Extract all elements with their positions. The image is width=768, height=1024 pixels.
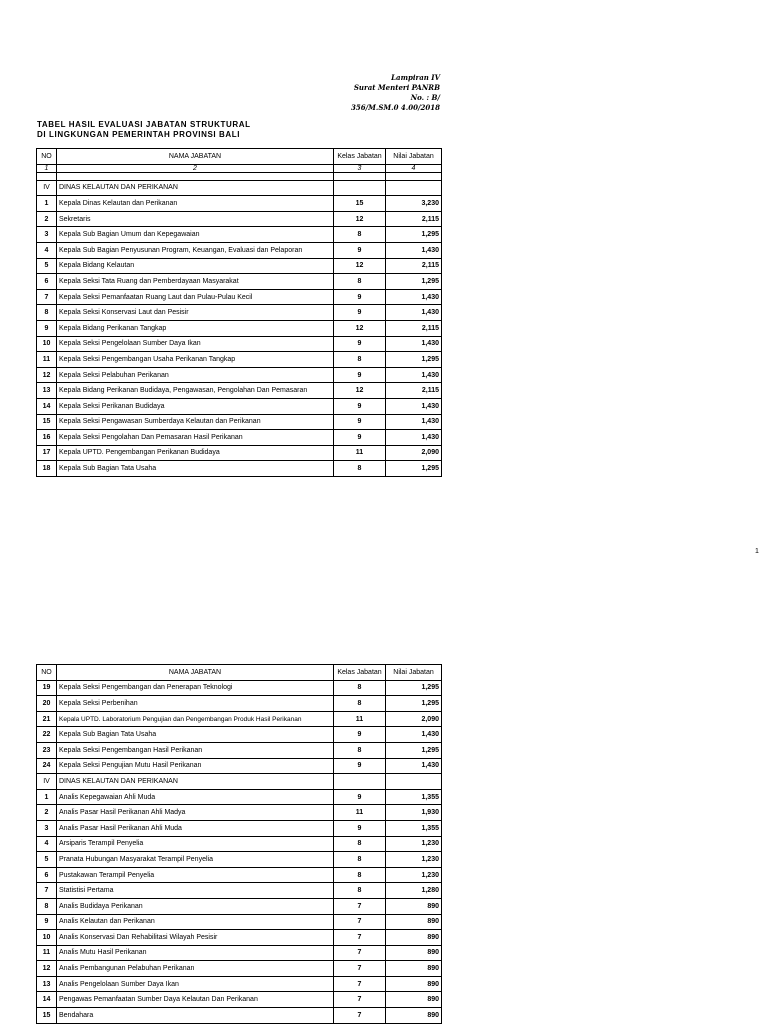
job-value: 1,430	[386, 305, 442, 321]
job-value: 1,295	[386, 461, 442, 477]
job-title: Kepala Seksi Pengawasan Sumberdaya Kelautan dan Perikanan	[57, 414, 334, 430]
row-number: 15	[37, 414, 57, 430]
table-row	[37, 992, 442, 1008]
job-title: Pengawas Pemanfaatan Sumber Daya Kelautan Dan Perikanan	[57, 992, 334, 1008]
table-row	[37, 430, 442, 446]
job-value: 1,230	[386, 852, 442, 868]
job-title: Kepala Seksi Pengembangan Hasil Perikanan	[57, 742, 334, 758]
row-number: 15	[37, 1008, 57, 1024]
job-value: 890	[386, 992, 442, 1008]
row-number: 8	[37, 305, 57, 321]
row-number: 5	[37, 852, 57, 868]
job-title: Kepala Seksi Pengelolaan Sumber Daya Ikan	[57, 336, 334, 352]
job-title: Analis Mutu Hasil Perikanan	[57, 945, 334, 961]
job-class: 8	[334, 867, 386, 883]
table-row	[37, 274, 442, 290]
job-title: Kepala Seksi Pengembangan dan Penerapan Teknologi	[57, 680, 334, 696]
job-value: 1,430	[386, 242, 442, 258]
job-value: 1,430	[386, 758, 442, 774]
row-number: 14	[37, 398, 57, 414]
row-number: 21	[37, 711, 57, 727]
job-value: 2,115	[386, 258, 442, 274]
job-title: Kepala Bidang Perikanan Tangkap	[57, 320, 334, 336]
job-title: Pustakawan Terampil Penyelia	[57, 867, 334, 883]
table-header-row	[37, 665, 442, 681]
table-row	[37, 320, 442, 336]
job-class: 7	[334, 914, 386, 930]
job-value: 1,295	[386, 742, 442, 758]
job-value: 1,230	[386, 867, 442, 883]
column-header-no: NO	[37, 665, 57, 681]
job-class: 7	[334, 1008, 386, 1024]
job-class: 8	[334, 696, 386, 712]
table-row	[37, 711, 442, 727]
row-number: 18	[37, 461, 57, 477]
row-number: 4	[37, 242, 57, 258]
row-number: 1	[37, 789, 57, 805]
job-value: 890	[386, 945, 442, 961]
table-row	[37, 305, 442, 321]
job-value: 1,280	[386, 883, 442, 899]
table-row	[37, 336, 442, 352]
column-number: 4	[386, 164, 442, 172]
job-class: 7	[334, 961, 386, 977]
column-header-name: NAMA JABATAN	[57, 665, 334, 681]
job-class: 8	[334, 461, 386, 477]
job-title: Sekretaris	[57, 211, 334, 227]
job-value: 890	[386, 914, 442, 930]
row-number: 9	[37, 914, 57, 930]
table-row	[37, 883, 442, 899]
job-class: 9	[334, 727, 386, 743]
job-class: 7	[334, 945, 386, 961]
column-number-row	[37, 164, 442, 172]
reference-line-1: Lampiran IV	[391, 73, 440, 82]
job-title: Kepala Sub Bagian Umum dan Kepegawaian	[57, 227, 334, 243]
job-class: 11	[334, 445, 386, 461]
table-row	[37, 945, 442, 961]
job-value: 890	[386, 1008, 442, 1024]
job-title: Kepala Seksi Pengolahan Dan Pemasaran Hasil Perikanan	[57, 430, 334, 446]
job-class: 9	[334, 242, 386, 258]
job-class: 8	[334, 742, 386, 758]
job-value: 1,295	[386, 227, 442, 243]
row-number: 3	[37, 820, 57, 836]
job-title: Analis Kelautan dan Perikanan	[57, 914, 334, 930]
table-row	[37, 820, 442, 836]
job-value: 2,115	[386, 383, 442, 399]
row-number: 17	[37, 445, 57, 461]
row-number: 11	[37, 352, 57, 368]
job-title: Statistisi Pertama	[57, 883, 334, 899]
table-row	[37, 742, 442, 758]
table-row	[37, 289, 442, 305]
job-title: Kepala Seksi Pemanfaatan Ruang Laut dan Pulau-Pulau Kecil	[57, 289, 334, 305]
job-title: Analis Konservasi Dan Rehabilitasi Wilayah Pesisir	[57, 930, 334, 946]
job-class: 11	[334, 711, 386, 727]
job-value: 1,295	[386, 352, 442, 368]
job-class: 9	[334, 430, 386, 446]
table-row	[37, 789, 442, 805]
evaluation-table-page-2	[36, 664, 442, 1024]
job-title: Kepala Seksi Tata Ruang dan Pemberdayaan Masyarakat	[57, 274, 334, 290]
job-value: 1,430	[386, 414, 442, 430]
section-name: DINAS KELAUTAN DAN PERIKANAN	[57, 774, 334, 790]
table-row	[37, 930, 442, 946]
column-number: 2	[57, 164, 334, 172]
job-class: 9	[334, 414, 386, 430]
job-title: Kepala Dinas Kelautan dan Perikanan	[57, 196, 334, 212]
job-class: 9	[334, 789, 386, 805]
job-value: 1,430	[386, 336, 442, 352]
column-number: 3	[334, 164, 386, 172]
job-class: 7	[334, 898, 386, 914]
table-row	[37, 867, 442, 883]
row-number: 6	[37, 274, 57, 290]
row-number: 11	[37, 945, 57, 961]
section-body	[37, 774, 442, 790]
job-value: 1,430	[386, 367, 442, 383]
job-class: 9	[334, 336, 386, 352]
row-number: 22	[37, 727, 57, 743]
table-row	[37, 836, 442, 852]
table-row	[37, 227, 442, 243]
job-value: 890	[386, 961, 442, 977]
row-number: 8	[37, 898, 57, 914]
reference-line-3: No. : B/	[410, 93, 440, 102]
table-row	[37, 852, 442, 868]
job-title: Analis Budidaya Perikanan	[57, 898, 334, 914]
job-title: Analis Kepegawaian Ahli Muda	[57, 789, 334, 805]
section-row	[37, 774, 442, 790]
table-body	[37, 789, 442, 1023]
job-title: Kepala Seksi Perbenihan	[57, 696, 334, 712]
row-number: 7	[37, 883, 57, 899]
table-row	[37, 414, 442, 430]
job-class: 12	[334, 320, 386, 336]
job-title: Analis Pengelolaan Sumber Daya Ikan	[57, 976, 334, 992]
job-class: 9	[334, 820, 386, 836]
job-class: 9	[334, 367, 386, 383]
job-value: 2,090	[386, 445, 442, 461]
job-class: 7	[334, 930, 386, 946]
row-number: 4	[37, 836, 57, 852]
table-row	[37, 898, 442, 914]
job-class: 9	[334, 758, 386, 774]
job-class: 11	[334, 805, 386, 821]
row-number: 23	[37, 742, 57, 758]
job-value: 2,115	[386, 320, 442, 336]
job-title: Kepala Sub Bagian Penyusunan Program, Keuangan, Evaluasi dan Pelaporan	[57, 242, 334, 258]
row-number: 2	[37, 805, 57, 821]
job-value: 2,090	[386, 711, 442, 727]
job-class: 15	[334, 196, 386, 212]
job-title: Kepala Seksi Konservasi Laut dan Pesisir	[57, 305, 334, 321]
section-number: IV	[37, 774, 57, 790]
table-row	[37, 680, 442, 696]
job-value: 890	[386, 976, 442, 992]
table-row	[37, 696, 442, 712]
job-value: 1,295	[386, 696, 442, 712]
job-value: 1,430	[386, 289, 442, 305]
job-class: 8	[334, 274, 386, 290]
job-value: 1,430	[386, 398, 442, 414]
table-header-row	[37, 149, 442, 165]
letter-reference	[240, 73, 440, 113]
table-body	[37, 196, 442, 477]
row-number: 5	[37, 258, 57, 274]
row-number: 12	[37, 367, 57, 383]
row-number: 7	[37, 289, 57, 305]
job-title: Kepala UPTD. Pengembangan Perikanan Budidaya	[57, 445, 334, 461]
job-class: 12	[334, 258, 386, 274]
table-row	[37, 258, 442, 274]
evaluation-table-page-1	[36, 148, 442, 477]
table-row	[37, 727, 442, 743]
column-header-kelas: Kelas Jabatan	[334, 665, 386, 681]
job-title: Analis Pasar Hasil Perikanan Ahli Muda	[57, 820, 334, 836]
job-title: Kepala Seksi Pelabuhan Perikanan	[57, 367, 334, 383]
row-number: 19	[37, 680, 57, 696]
section-name: DINAS KELAUTAN DAN PERIKANAN	[57, 180, 334, 196]
title-line-2: DI LINGKUNGAN PEMERINTAH PROVINSI BALI	[37, 130, 241, 139]
reference-line-2: Surat Menteri PANRB	[353, 83, 440, 92]
table-row	[37, 211, 442, 227]
row-number: 10	[37, 336, 57, 352]
job-title: Kepala UPTD. Laboratorium Pengujian dan Pengembangan Produk Hasil Perikanan	[57, 711, 334, 727]
table-row	[37, 398, 442, 414]
job-title: Analis Pasar Hasil Perikanan Ahli Madya	[57, 805, 334, 821]
job-value: 1,355	[386, 789, 442, 805]
job-value: 890	[386, 930, 442, 946]
row-number: 24	[37, 758, 57, 774]
job-class: 8	[334, 227, 386, 243]
job-value: 1,430	[386, 430, 442, 446]
table-row	[37, 352, 442, 368]
column-header-no: NO	[37, 149, 57, 165]
column-header-name: NAMA JABATAN	[57, 149, 334, 165]
table-row	[37, 976, 442, 992]
job-value: 1,430	[386, 727, 442, 743]
job-class: 8	[334, 352, 386, 368]
row-number: 20	[37, 696, 57, 712]
job-title: Analis Pembangunan Pelabuhan Perikanan	[57, 961, 334, 977]
job-class: 8	[334, 680, 386, 696]
job-value: 3,230	[386, 196, 442, 212]
job-value: 1,355	[386, 820, 442, 836]
spacer-row	[37, 172, 442, 180]
table-row	[37, 1008, 442, 1024]
job-class: 9	[334, 305, 386, 321]
job-value: 1,295	[386, 680, 442, 696]
row-number: 12	[37, 961, 57, 977]
job-value: 2,115	[386, 211, 442, 227]
title-line-1: TABEL HASIL EVALUASI JABATAN STRUKTURAL	[37, 120, 251, 129]
row-number: 3	[37, 227, 57, 243]
job-value: 1,930	[386, 805, 442, 821]
table-row	[37, 242, 442, 258]
job-class: 8	[334, 852, 386, 868]
column-header-nilai: Nilai Jabatan	[386, 149, 442, 165]
table-row	[37, 367, 442, 383]
row-number: 14	[37, 992, 57, 1008]
table-row	[37, 914, 442, 930]
table-row	[37, 461, 442, 477]
job-class: 7	[334, 976, 386, 992]
row-number: 13	[37, 976, 57, 992]
job-value: 890	[386, 898, 442, 914]
job-class: 8	[334, 883, 386, 899]
table-row	[37, 961, 442, 977]
column-header-nilai: Nilai Jabatan	[386, 665, 442, 681]
table-row	[37, 383, 442, 399]
row-number: 1	[37, 196, 57, 212]
row-number: 2	[37, 211, 57, 227]
table-row	[37, 758, 442, 774]
row-number: 6	[37, 867, 57, 883]
job-class: 9	[334, 398, 386, 414]
job-title: Kepala Seksi Pengembangan Usaha Perikanan Tangkap	[57, 352, 334, 368]
table-body	[37, 680, 442, 774]
job-title: Bendahara	[57, 1008, 334, 1024]
column-number: 1	[37, 164, 57, 172]
job-class: 12	[334, 383, 386, 399]
table-row	[37, 196, 442, 212]
job-class: 7	[334, 992, 386, 1008]
document-title	[37, 120, 251, 140]
column-header-kelas: Kelas Jabatan	[334, 149, 386, 165]
job-title: Kepala Sub Bagian Tata Usaha	[57, 461, 334, 477]
section-number: IV	[37, 180, 57, 196]
job-title: Kepala Seksi Perikanan Budidaya	[57, 398, 334, 414]
job-title: Kepala Bidang Perikanan Budidaya, Pengawasan, Pengolahan Dan Pemasaran	[57, 383, 334, 399]
job-class: 9	[334, 289, 386, 305]
job-value: 1,295	[386, 274, 442, 290]
job-title: Kepala Bidang Kelautan	[57, 258, 334, 274]
page-number: 1	[755, 548, 759, 555]
job-class: 12	[334, 211, 386, 227]
job-title: Kepala Sub Bagian Tata Usaha	[57, 727, 334, 743]
reference-line-4: 356/M.SM.0 4.00/2018	[351, 103, 440, 112]
row-number: 16	[37, 430, 57, 446]
job-title: Pranata Hubungan Masyarakat Terampil Penyelia	[57, 852, 334, 868]
row-number: 9	[37, 320, 57, 336]
table-row	[37, 445, 442, 461]
row-number: 13	[37, 383, 57, 399]
job-value: 1,230	[386, 836, 442, 852]
job-title: Kepala Seksi Pengujian Mutu Hasil Perikanan	[57, 758, 334, 774]
job-title: Arsiparis Terampil Penyelia	[57, 836, 334, 852]
row-number: 10	[37, 930, 57, 946]
section-row	[37, 180, 442, 196]
job-class: 8	[334, 836, 386, 852]
table-row	[37, 805, 442, 821]
